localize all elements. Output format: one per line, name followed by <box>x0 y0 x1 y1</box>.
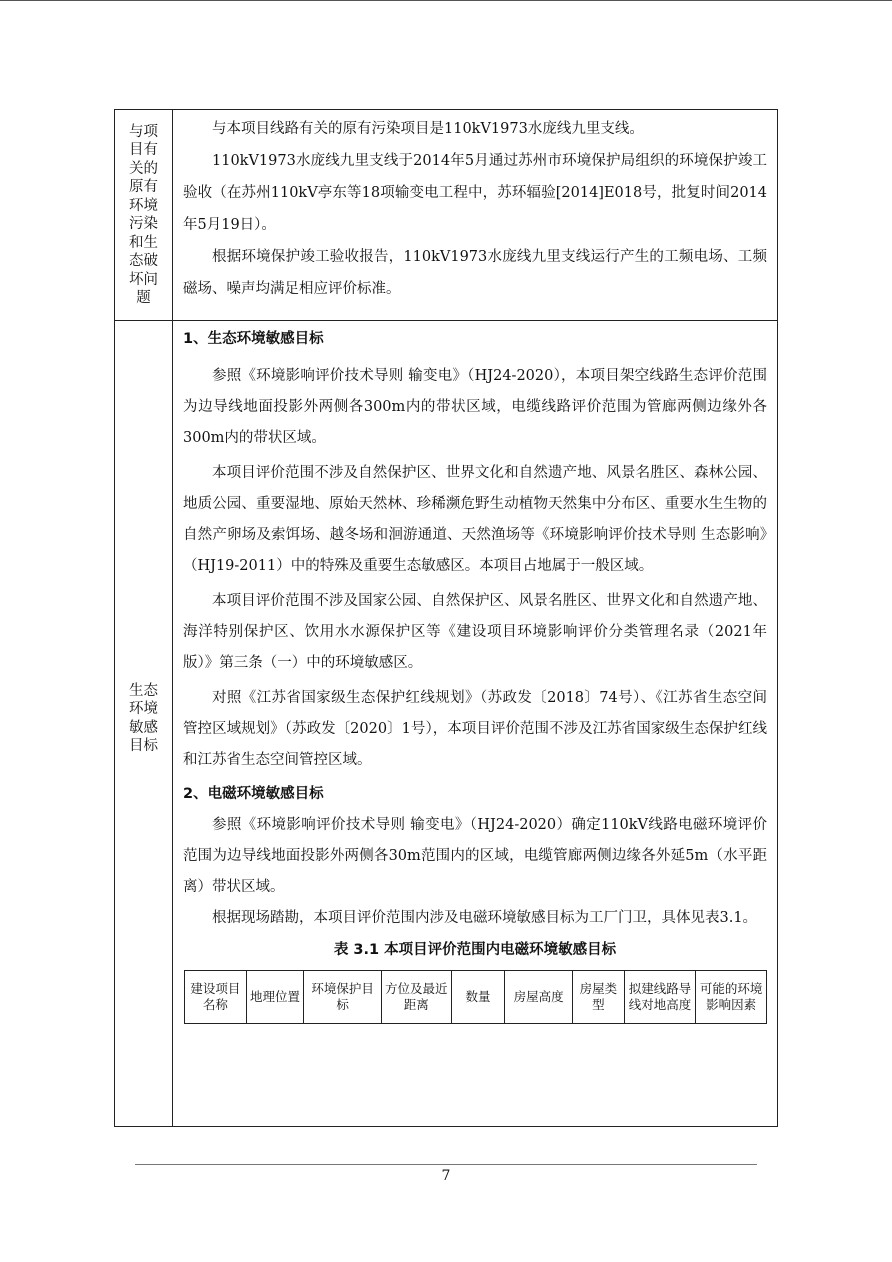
table-header-cell: 数量 <box>451 971 505 1024</box>
table-header-cell: 拟建线路导线对地高度 <box>624 971 696 1024</box>
top-border-line <box>0 0 892 1</box>
eco-sensitive-row <box>115 321 777 1126</box>
table-header-cell: 环境保护目标 <box>304 971 382 1024</box>
paragraph: 110kV1973水庞线九里支线于2014年5月通过苏州市环境保护局组织的环境保护竣工验收（在苏州110kV亭东等18项输变电工程中，苏环辐验[2014]E018号，批复时间2014年5月19日）。 <box>183 153 767 233</box>
existing-pollution-content <box>173 110 777 320</box>
eco-sensitive-label: 生态环境敏感目标 <box>129 682 158 754</box>
table-header-cell: 可能的环境影响因素 <box>696 971 767 1024</box>
paragraph: 与本项目线路有关的原有污染项目是110kV1973水庞线九里支线。 <box>212 121 644 137</box>
existing-pollution-label-cell <box>115 110 173 320</box>
existing-pollution-label: 与项目有关的原有环境污染和生态破坏问题 <box>129 123 158 306</box>
existing-pollution-row <box>115 110 777 321</box>
table-header-cell: 地理位置 <box>246 971 304 1024</box>
report-table <box>114 109 778 1127</box>
paragraph: 根据现场踏勘，本项目评价范围内涉及电磁环境敏感目标为工厂门卫，具体见表3.1。 <box>212 910 758 926</box>
paragraph: 本项目评价范围不涉及自然保护区、世界文化和自然遗产地、风景名胜区、森林公园、地质公园、重要湿地、原始天然林、珍稀濒危野生动植物天然集中分布区、重要水生生物的自然产卵场及索饵场、越冬场和洄游通道、天然渔场等《环境影响评价技术导则 生态影响》（HJ19-2011）中的特殊及重要生态敏感区。本项目占地属于一般区域。 <box>183 465 767 574</box>
page-number: 7 <box>441 1168 451 1184</box>
section-heading: 1、生态环境敏感目标 <box>183 331 324 347</box>
footer-divider <box>135 1164 757 1165</box>
table-header-cell: 房屋类型 <box>572 971 624 1024</box>
table-header-cell: 建设项目名称 <box>185 971 247 1024</box>
table-header-row <box>185 971 767 1024</box>
section-heading: 2、电磁环境敏感目标 <box>183 786 324 802</box>
table-caption: 表 3.1 本项目评价范围内电磁环境敏感目标 <box>333 942 617 958</box>
paragraph: 本项目评价范围不涉及国家公园、自然保护区、风景名胜区、世界文化和自然遗产地、海洋特别保护区、饮用水水源保护区等《建设项目环境影响评价分类管理名录（2021年版）》第三条（一）中的环境敏感区。 <box>183 593 767 671</box>
paragraph: 参照《环境影响评价技术导则 输变电》（HJ24-2020），本项目架空线路生态评价范围为边导线地面投影外两侧各300m内的带状区域，电缆线路评价范围为管廊两侧边缘外各300m内的带状区域。 <box>183 368 767 446</box>
paragraph: 根据环境保护竣工验收报告，110kV1973水庞线九里支线运行产生的工频电场、工频磁场、噪声均满足相应评价标准。 <box>183 249 767 297</box>
table-header-cell: 房屋高度 <box>505 971 573 1024</box>
paragraph: 参照《环境影响评价技术导则 输变电》（HJ24-2020）确定110kV线路电磁环境评价范围为边导线地面投影外两侧各30m范围内的区域，电缆管廊两侧边缘各外延5m（水平距离）带状区域。 <box>183 817 767 895</box>
eco-sensitive-content <box>173 321 777 1126</box>
table-header-cell: 方位及最近距离 <box>381 971 451 1024</box>
eco-sensitive-label-cell <box>115 321 173 1126</box>
paragraph: 对照《江苏省国家级生态保护红线规划》（苏政发〔2018〕74号）、《江苏省生态空间管控区域规划》（苏政发〔2020〕1号），本项目评价范围不涉及江苏省国家级生态保护红线和江苏省生态空间管控区域。 <box>183 690 767 768</box>
sensitive-target-table <box>184 970 767 1024</box>
